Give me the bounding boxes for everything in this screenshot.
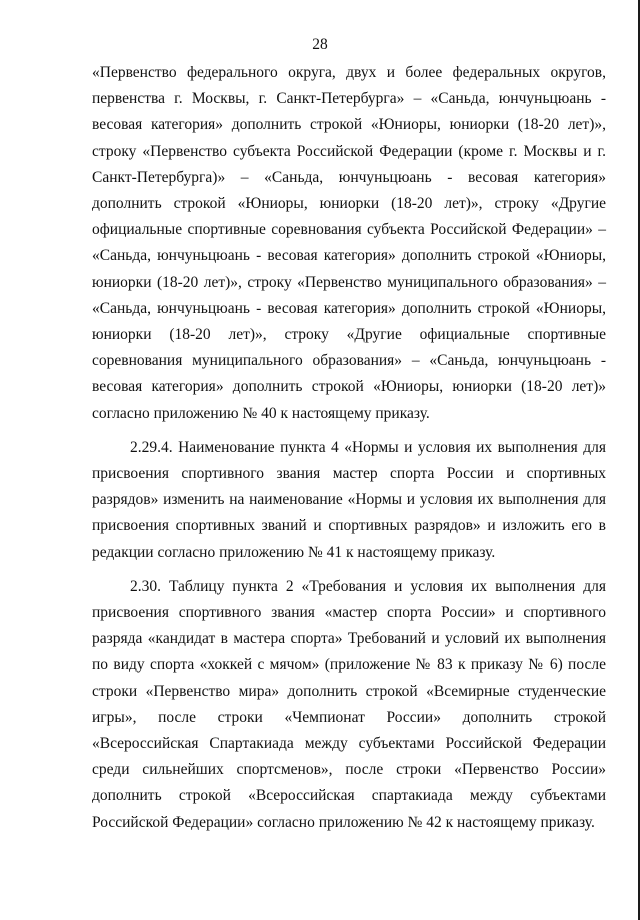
paragraph-2-30: 2.30. Таблицу пункта 2 «Требования и условия их выполнения для присвоения спортивного звания «мастер спорта России» и спортивного разряда «кандидат в мастера спорта» Требований и условий их выполнения по виду спорта «хоккей с мячом» (приложение № 83 к приказу № 6) после строки «Первенство мира» дополнить строкой «Всемирные студенческие игры», после строки «Чемпионат России» дополнить строкой «Всероссийская Спартакиада между субъектами Российской Федерации среди сильнейших спортсменов», после строки «Первенство России» дополнить строкой «Всероссийская спартакиада между субъектами Российской Федерации» согласно приложению № 42 к настоящему приказу. [92, 577, 606, 831]
paragraph-2-29-4: 2.29.4. Наименование пункта 4 «Нормы и условия их выполнения для присвоения спортивного звания мастер спорта России и спортивных разрядов» изменить на наименование «Нормы и условия их выполнения для присвоения спортивных званий и спортивных разрядов» и изложить его в редакции согласно приложению № 41 к настоящему приказу. [92, 438, 606, 561]
document-body [92, 60, 606, 836]
paragraph-continuation: «Первенство федерального округа, двух и более федеральных округов, первенства г. Москвы, г. Санкт-Петербурга» – «Саньда, юнчуньцюань - весовая категория» дополнить строкой «Юниоры, юниорки (18-20 лет)», строку «Первенство субъекта Российской Федерации (кроме г. Москвы и г. Санкт-Петербурга)» – «Саньда, юнчуньцюань - весовая категория» дополнить строкой «Юниоры, юниорки (18-20 лет)», строку «Другие официальные спортивные соревнования субъекта Российской Федерации» – «Саньда, юнчуньцюань - весовая категория» дополнить строкой «Юниоры, юниорки (18-20 лет)», строку «Первенство муниципального образования» – «Саньда, юнчуньцюань - весовая категория» дополнить строкой «Юниоры, юниорки (18-20 лет)», строку «Другие официальные спортивные соревнования муниципального образования» – «Саньда, юнчуньцюань - весовая категория» дополнить строкой «Юниоры, юниорки (18-20 лет)» согласно приложению № 40 к настоящему приказу. [92, 64, 606, 422]
page-number: 28 [312, 36, 328, 53]
